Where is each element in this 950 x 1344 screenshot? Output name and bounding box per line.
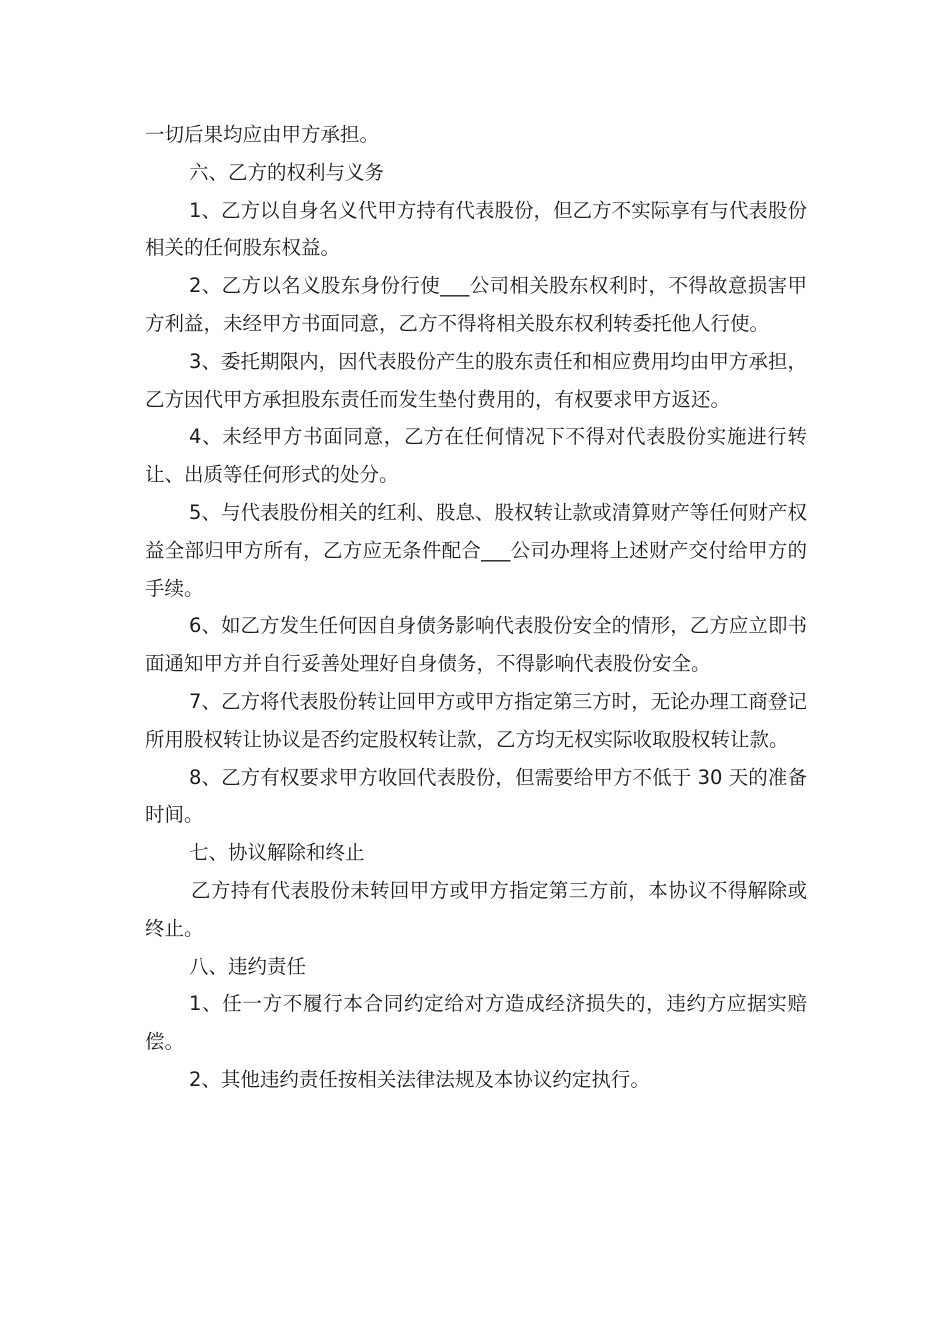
clause-6-6: 6、如乙方发生任何因自身债务影响代表股份安全的情形，乙方应立即书面通知甲方并自行妥善处理好自身债务，不得影响代表股份安全。	[145, 614, 807, 676]
clause-6-5: 5、与代表股份相关的红利、股息、股权转让款或清算财产等任何财产权益全部归甲方所有，乙方应无条件配合___公司办理将上述财产交付给甲方的手续。	[145, 500, 807, 600]
clause-8-1: 1、任一方不履行本合同约定给对方造成经济损失的，违约方应据实赔偿。	[145, 992, 807, 1054]
clause-8-2: 2、其他违约责任按相关法律法规及本协议约定执行。	[189, 1067, 650, 1091]
clause-6-7: 7、乙方将代表股份转让回甲方或甲方指定第三方时，无论办理工商登记所用股权转让协议是否约定股权转让款，乙方均无权实际收取股权转让款。	[145, 689, 807, 751]
clause-6-2: 2、乙方以名义股东身份行使___公司相关股东权利时，不得故意损害甲方利益，未经甲方书面同意，乙方不得将相关股东权利转委托他人行使。	[145, 274, 807, 335]
paragraph-continuation: 一切后果均应由甲方承担。	[145, 123, 380, 146]
document-body	[145, 116, 807, 1099]
clause-6-4: 4、未经甲方书面同意，乙方在任何情况下不得对代表股份实施进行转让、出质等任何形式的处分。	[145, 425, 807, 487]
clause-6-3: 3、委托期限内，因代表股份产生的股东责任和相应费用均由甲方承担，乙方因代甲方承担股东责任而发生垫付费用的，有权要求甲方返还。	[145, 349, 807, 411]
section-heading-6: 六、乙方的权利与义务	[189, 160, 385, 184]
section-heading-8: 八、违约责任	[189, 954, 307, 978]
clause-6-8: 8、乙方有权要求甲方收回代表股份，但需要给甲方不低于 30 天的准备时间。	[145, 765, 807, 827]
clause-7-body: 乙方持有代表股份未转回甲方或甲方指定第三方前，本协议不得解除或终止。	[145, 878, 807, 940]
section-heading-7: 七、协议解除和终止	[189, 841, 365, 865]
clause-6-1: 1、乙方以自身名义代甲方持有代表股份，但乙方不实际享有与代表股份相关的任何股东权益。	[145, 198, 807, 260]
